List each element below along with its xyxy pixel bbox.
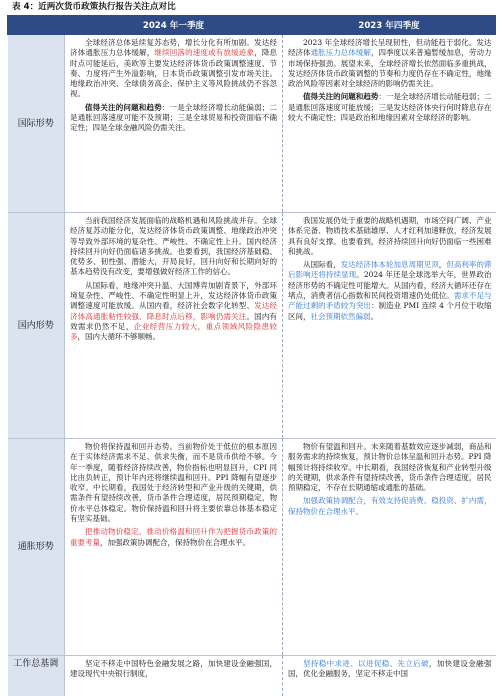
- highlighted-text: 继续回落的速度或有放缓迹象: [154, 48, 255, 58]
- text-run: 从国际看，地缘冲突升温、大国博弈加剧背景下，外部环境复杂性、严峻性、不确定性明显上升，发达经济体货币政策调整速度可能放缓。从国内看，经济社会数字化转型、: [70, 280, 277, 311]
- text-run: 2023 年全球经济增长呈现韧性，但动能趋于弱化。发达经济体: [288, 38, 492, 58]
- text-run: 全球经济总体延续复苏态势，增长分化有所加剧。发达经济体通胀压力总体缓解，: [70, 38, 277, 58]
- cell-2024q1: [65, 656, 283, 696]
- text-run: 。: [370, 311, 378, 321]
- text-run: ，国内大循环不够顺畅。: [77, 332, 160, 342]
- paragraph: [70, 442, 277, 524]
- paragraph: [70, 216, 277, 278]
- text-run: 我国发展仍处于重要的战略机遇期，市场空间广阔、产业体系完备、物质技术基础雄厚、人才红利加速释放，经济发展具有良好支撑。也要看到，经济持续回升向好仍面临一些困难和挑战。: [288, 216, 492, 256]
- highlighted-text: 企业经营压力较大，重点领域风险隐患较多: [70, 321, 278, 342]
- header-category: [8, 16, 65, 35]
- row-category: 通胀形势: [8, 439, 65, 656]
- text-run: 当前我国经济发展面临的战略机遇和风险挑战并存。全球经济复苏动能分化，发达经济体货币政策调整、地缘政治冲突等导致外部环境的复杂性、严峻性、不确定性上升。国内经济持续回升向好仍面临诸多挑战。也要看到，我国经济基础稳、优势多、韧性强、潜能大，开局良好，回升向好和长期向好的基本趋势没有改变，要增强做好经济工作的信心。: [70, 216, 277, 277]
- text-run: ，四季度以来普遍暂缓加息，劳动力市场保持强劲。展望未来，全球经济增长依然面临多重挑战，发达经济体货币政策调整的节奏和力度仍存在不确定性，地缘政治风险等因素对全球经济的影响仍需关注。: [288, 48, 492, 89]
- text-run: ：一是全球经济增长动能偏弱；二是通胀回落速度可能不及预期；三是全球贸易和投资面临不确定性；四是全球金融风险仍需关注。: [70, 102, 277, 133]
- paragraph: [288, 38, 492, 89]
- paragraph: [70, 38, 277, 100]
- cell-2023q4: [283, 35, 496, 213]
- highlighted-text: 但高利率的滞后影响还将持续显现: [288, 260, 492, 280]
- table-row: [8, 656, 496, 696]
- text-run: 坚定不移走中国特色金融发展之路，加快建设金融强国，建设现代中央银行制度，: [70, 659, 277, 679]
- cell-2023q4: [283, 213, 496, 439]
- table-header-row: [8, 16, 496, 35]
- text-run: ，降息时点可能延后，美欧等主要发达经济体货币政策调整速度、节奏、力度将产生外溢影响，日本货币政策调整引发市场关注。地缘政治冲突、全球债务高企、保护主义等风险挑战仍不容忽视。: [70, 48, 278, 99]
- paragraph: [288, 216, 492, 257]
- comparison-table: [7, 15, 496, 696]
- highlighted-text: 加强政策协调配合，有效支持促消费、稳投资、扩内需，保持物价在合理水平。: [288, 496, 492, 516]
- highlighted-text: 把推动物价稳定、推动价格温和回升作为把握货币政策的重要考量: [70, 527, 277, 547]
- highlighted-text: 通胀压力总体缓解: [310, 48, 371, 58]
- header-2023q4: 2023 年四季度: [283, 16, 496, 35]
- paragraph: [70, 527, 277, 548]
- text-run: ，加强政策协调配合，保持物价在合理水平。: [100, 537, 250, 547]
- table-caption: 表 4：近两次货币政策执行报告关注点对比: [12, 2, 176, 12]
- row-category: 国际形势: [8, 35, 65, 213]
- paragraph: [288, 659, 492, 680]
- highlighted-text: 坚持稳中求进、以进促稳、先立后破: [303, 659, 429, 668]
- row-category: 国内形势: [8, 213, 65, 439]
- highlighted-text: 发达经济体高通胀粘性较强、降息时点后移，影响仍需关注: [70, 301, 278, 321]
- cell-2024q1: [65, 213, 283, 439]
- paragraph: [288, 92, 492, 123]
- row-category: 工作总基调: [8, 656, 65, 696]
- cell-2024q1: [65, 35, 283, 213]
- table-row: [8, 439, 496, 656]
- text-run: ，: [438, 260, 447, 270]
- text-run: 物价将保持温和回升态势。当前物价处于低位的根本原因在于实体经济需求不足、供求失衡，而不是货币供给不够。今年一季度，随着经济持续改善，物价指标也明显回升，CPI 同比由负转正，预计年内还将继续温和回升。PPI 降幅有望逐步收窄。中长期看，我国处于经济转型和产业升级的关键期，供需条件有望持续改善，货币条件合理适度，居民预期稳定，物价水平总体稳定。物价保持温和回升将主要依靠总体基本稳定有坚实基础。: [70, 442, 277, 524]
- table-row: [8, 35, 496, 213]
- highlighted-text: 需求不足与产能过剩的矛盾较为突出: [288, 291, 492, 311]
- keyword-heading: 值得关注的问题和趋势: [85, 102, 162, 112]
- cell-2023q4: [283, 439, 496, 656]
- paragraph: [70, 281, 277, 343]
- keyword-heading: 值得关注的问题和趋势: [303, 92, 379, 102]
- cell-2023q4: [283, 656, 496, 696]
- highlighted-text: 发达经济体本轮加息周期见顶: [340, 260, 439, 270]
- paragraph: [288, 442, 492, 493]
- highlighted-text: 社会预期依然偏弱: [310, 311, 371, 321]
- text-run: 从国际看，: [303, 260, 341, 270]
- text-run: ：制造业 PMI 连续 4 个月位于收缩区间，: [288, 301, 492, 321]
- paragraph: [70, 103, 277, 134]
- text-run: ，加快建设金融强国，优化金融服务，坚定不移走中国: [288, 659, 492, 679]
- paragraph: [70, 659, 277, 680]
- text-run: ：一是全球经济增长动能趋弱；二是通胀回落速度可能放缓；三是发达经济体央行何时降息存在较大不确定性；四是政治和地缘因素对全球经济的影响。: [288, 92, 492, 123]
- text-run: 物价有望温和回升。未来随着基数效应逐步减弱，商品和服务需求的持续恢复，预计物价总体呈温和回升态势。PPI 降幅预计将持续收窄。中长期看，我国经济恢复和产业转型升级的关键期，供求条件有望持续改善，货币条件合理适度，居民预期稳定，不存在长期通缩或通胀的基础。: [288, 442, 492, 493]
- header-2024q1: 2024 年一季度: [65, 16, 283, 35]
- paragraph: [288, 496, 492, 517]
- paragraph: [288, 260, 492, 322]
- text-run: 。国内有效需求仍然不足，: [70, 311, 278, 331]
- table-row: [8, 213, 496, 439]
- text-run: 。2024 年还是全球选举大年，世界政治经济形势的不确定性可能增大。从国内看，经济大循环还存在堵点，消费者信心指数和民间投资增速仍处低位。: [288, 270, 492, 301]
- cell-2024q1: [65, 439, 283, 656]
